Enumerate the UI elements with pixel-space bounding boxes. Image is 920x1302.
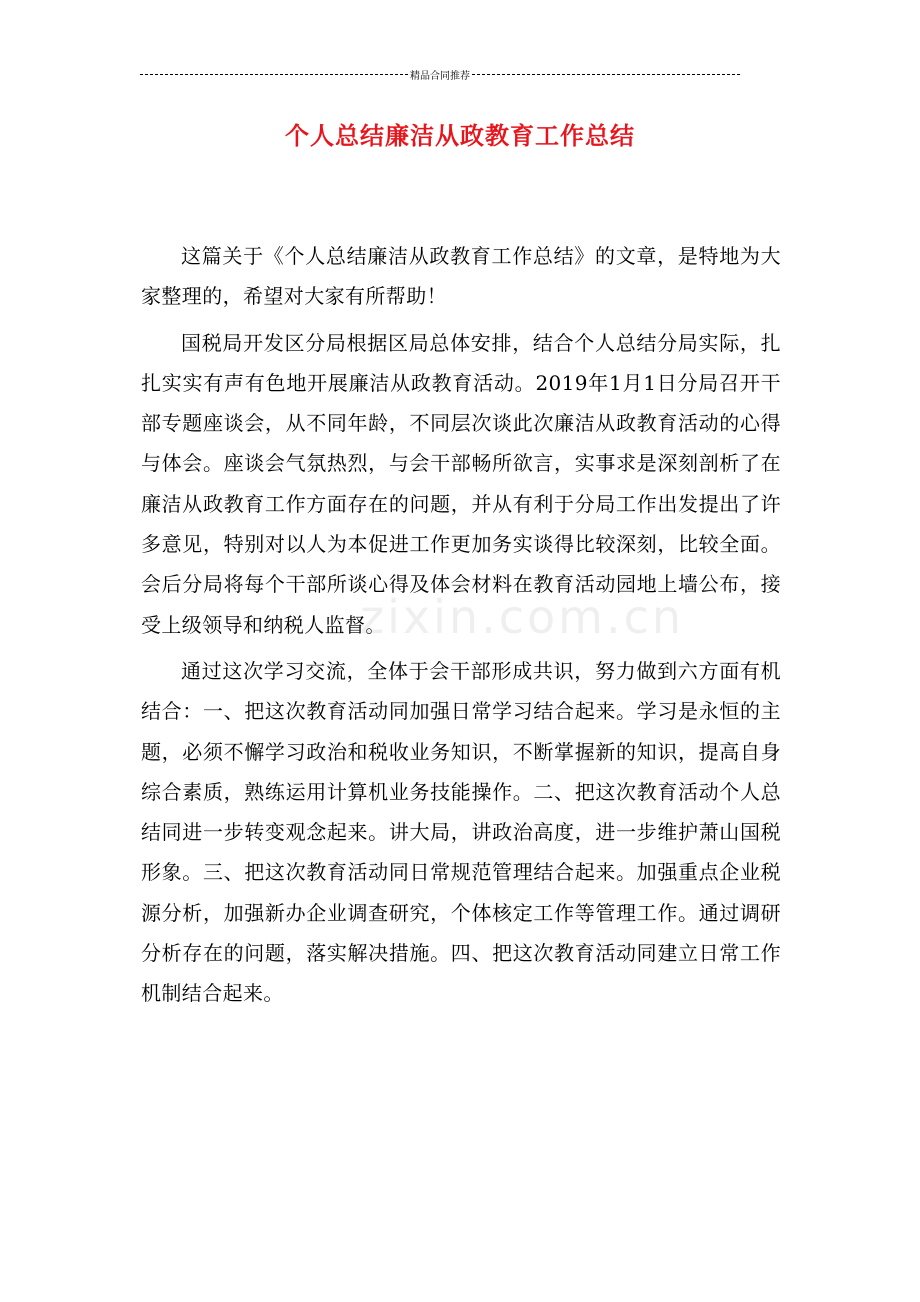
paragraph-activity: 国税局开发区分局根据区局总体安排，结合个人总结分局实际，扎扎实实有声有色地开展廉洁从政教育活动。2019年1月1日分局召开干部专题座谈会，从不同年龄，不同层次谈此次廉洁从政教育活动的心得与体会。座谈会气氛热烈，与会干部畅所欲言，实事求是深刻剖析了在廉洁从政教育工作方面存在的问题，并从有利于分局工作出发提出了许多意见，特别对以人为本促进工作更加务实谈得比较深刻，比较全面。会后分局将每个干部所谈心得及体会材料在教育活动园地上墙公布，接受上级领导和纳税人监督。 bbox=[141, 330, 781, 637]
header-dash-right bbox=[472, 74, 740, 75]
document-body bbox=[141, 236, 781, 1020]
paragraph-intro: 这篇关于《个人总结廉洁从政教育工作总结》的文章，是特地为大家整理的，希望对大家有所帮助！ bbox=[141, 244, 781, 309]
paragraph-consensus: 通过这次学习交流，全体于会干部形成共识，努力做到六方面有机结合：一、把这次教育活动同加强日常学习结合起来。学习是永恒的主题，必须不懈学习政治和税收业务知识，不断掌握新的知识，提高自身综合素质，熟练运用计算机业务技能操作。二、把这次教育活动个人总结同进一步转变观念起来。讲大局，讲政治高度，进一步维护萧山国税形象。三、把这次教育活动同日常规范管理结合起来。加强重点企业税源分析，加强新办企业调查研究，个体核定工作等管理工作。通过调研分析存在的问题，落实解决措施。四、把这次教育活动同建立日常工作机制结合起来。 bbox=[141, 658, 781, 1006]
header-label: 精品合同推荐 bbox=[410, 70, 470, 82]
document-title: 个人总结廉洁从政教育工作总结 bbox=[285, 122, 635, 150]
header-dash-left bbox=[140, 74, 408, 75]
watermark: zixin.com.cn bbox=[360, 590, 685, 644]
page-header bbox=[140, 66, 740, 82]
